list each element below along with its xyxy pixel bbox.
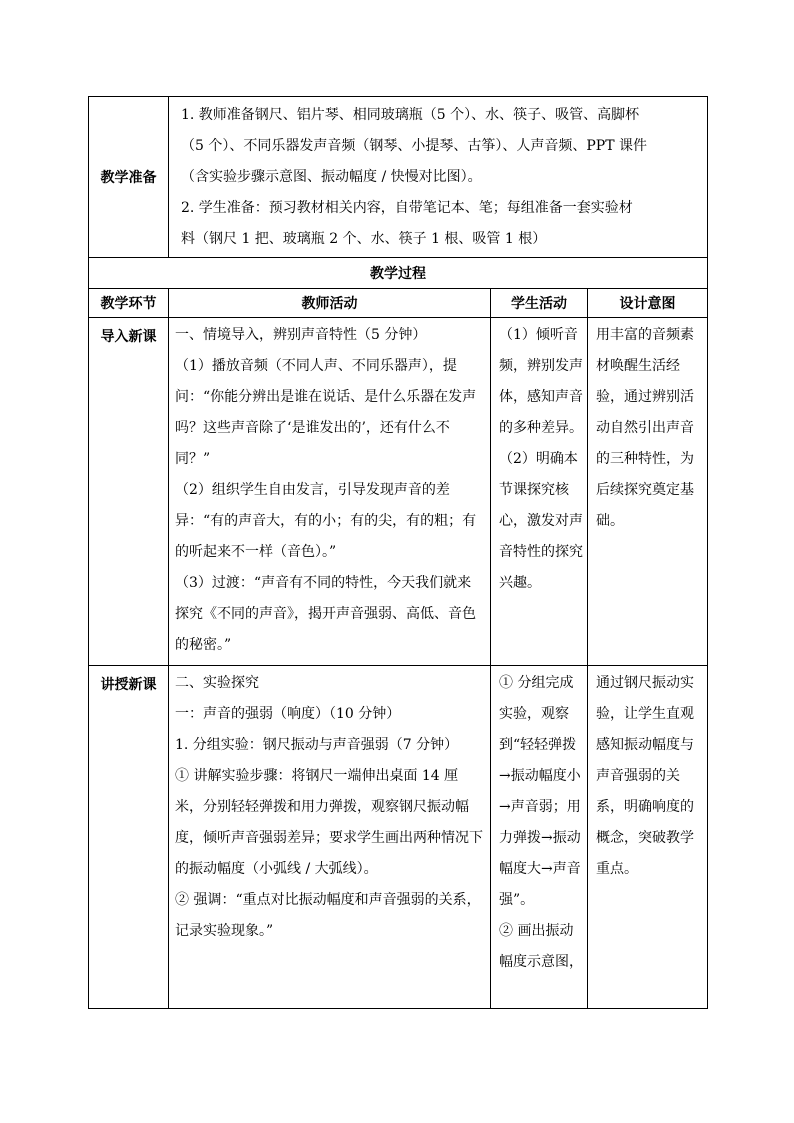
teacher-paragraph: 二、实验探究	[175, 675, 259, 691]
process-title-row	[89, 258, 708, 289]
teacher-paragraph: 一、情境导入，辨别声音特性（5 分钟）	[175, 327, 427, 343]
intent-paragraph: 通过钢尺振动实验，让学生直观感知振动幅度与声音强弱的关系，明确响度的概念，突破教学重点。	[596, 675, 694, 877]
teacher-paragraph: 1. 分组实验：钢尺振动与声音强弱（7 分钟）	[175, 737, 459, 753]
header-row	[89, 289, 708, 318]
student-activity-cell	[491, 666, 588, 1009]
teacher-prep-line: 1. 教师准备钢尺、铝片琴、相同玻璃瓶（5 个）、水、筷子、吸管、高脚杯	[181, 107, 640, 123]
header-student-activity: 学生活动	[491, 289, 588, 318]
header-stage: 教学环节	[89, 289, 169, 318]
process-title: 教学过程	[89, 258, 708, 289]
student-prep-line: 2. 学生准备：预习教材相关内容，自带笔记本、笔；每组准备一套实验材	[181, 200, 633, 216]
teacher-paragraph: （2）组织学生自由发言，引导发现声音的差异：“有的声音大，有的小；有的尖，有的粗；有的听起来不一样（音色）。”	[175, 482, 477, 560]
teacher-prep-line: （5 个）、不同乐器发声音频（钢琴、小提琴、古筝）、人声音频、PPT 课件	[181, 138, 647, 154]
stage-label: 讲授新课	[89, 666, 169, 1009]
teacher-activity-cell	[169, 318, 491, 666]
design-intent-cell	[588, 318, 708, 666]
teacher-paragraph: （3）过渡：“声音有不同的特性，今天我们就来探究《不同的声音》，揭开声音强弱、高低、音色的秘密。”	[175, 575, 476, 653]
teacher-paragraph: 一：声音的强弱（响度）（10 分钟）	[175, 706, 401, 722]
lesson-plan-table	[88, 96, 708, 1009]
prep-content	[169, 97, 708, 258]
student-paragraph: ① 分组完成实验，观察到“轻轻弹拨→振动幅度小→声音弱；用力弹拨→振动幅度大→声音强”。	[499, 675, 581, 908]
header-teacher-activity: 教师活动	[169, 289, 491, 318]
intent-paragraph: 用丰富的音频素材唤醒生活经验，通过辨别活动自然引出声音的三种特性，为后续探究奠定基础。	[596, 327, 694, 529]
teacher-paragraph: ② 强调：“重点对比振动幅度和声音强弱的关系，记录实验现象。”	[175, 892, 481, 939]
teacher-paragraph: （1）播放音频（不同人声、不同乐器声），提问：“你能分辨出是谁在说话、是什么乐器在发声吗？这些声音除了‘是谁发出的’，还有什么不同？”	[175, 358, 477, 467]
table-row	[89, 318, 708, 666]
student-paragraph: ② 画出振动幅度示意图，	[499, 923, 583, 970]
teacher-activity-cell	[169, 666, 491, 1009]
table-row	[89, 666, 708, 1009]
header-design-intent: 设计意图	[588, 289, 708, 318]
design-intent-cell	[588, 666, 708, 1009]
prep-row	[89, 97, 708, 258]
student-paragraph: （2）明确本节课探究核心，激发对声音特性的探究兴趣。	[499, 451, 583, 591]
student-activity-cell	[491, 318, 588, 666]
student-paragraph: （1）倾听音频，辨别发声体，感知声音的多种差异。	[499, 327, 583, 436]
prep-label: 教学准备	[89, 97, 169, 258]
teacher-prep-line: （含实验步骤示意图、振动幅度 / 快慢对比图）。	[181, 169, 482, 185]
student-prep-line: 料（钢尺 1 把、玻璃瓶 2 个、水、筷子 1 根、吸管 1 根）	[181, 231, 547, 247]
stage-label: 导入新课	[89, 318, 169, 666]
teacher-paragraph: ① 讲解实验步骤：将钢尺一端伸出桌面 14 厘米，分别轻轻弹拨和用力弹拨，观察钢尺振动幅度，倾听声音强弱差异；要求学生画出两种情况下的振动幅度（小弧线 / 大弧线）。	[175, 768, 483, 877]
